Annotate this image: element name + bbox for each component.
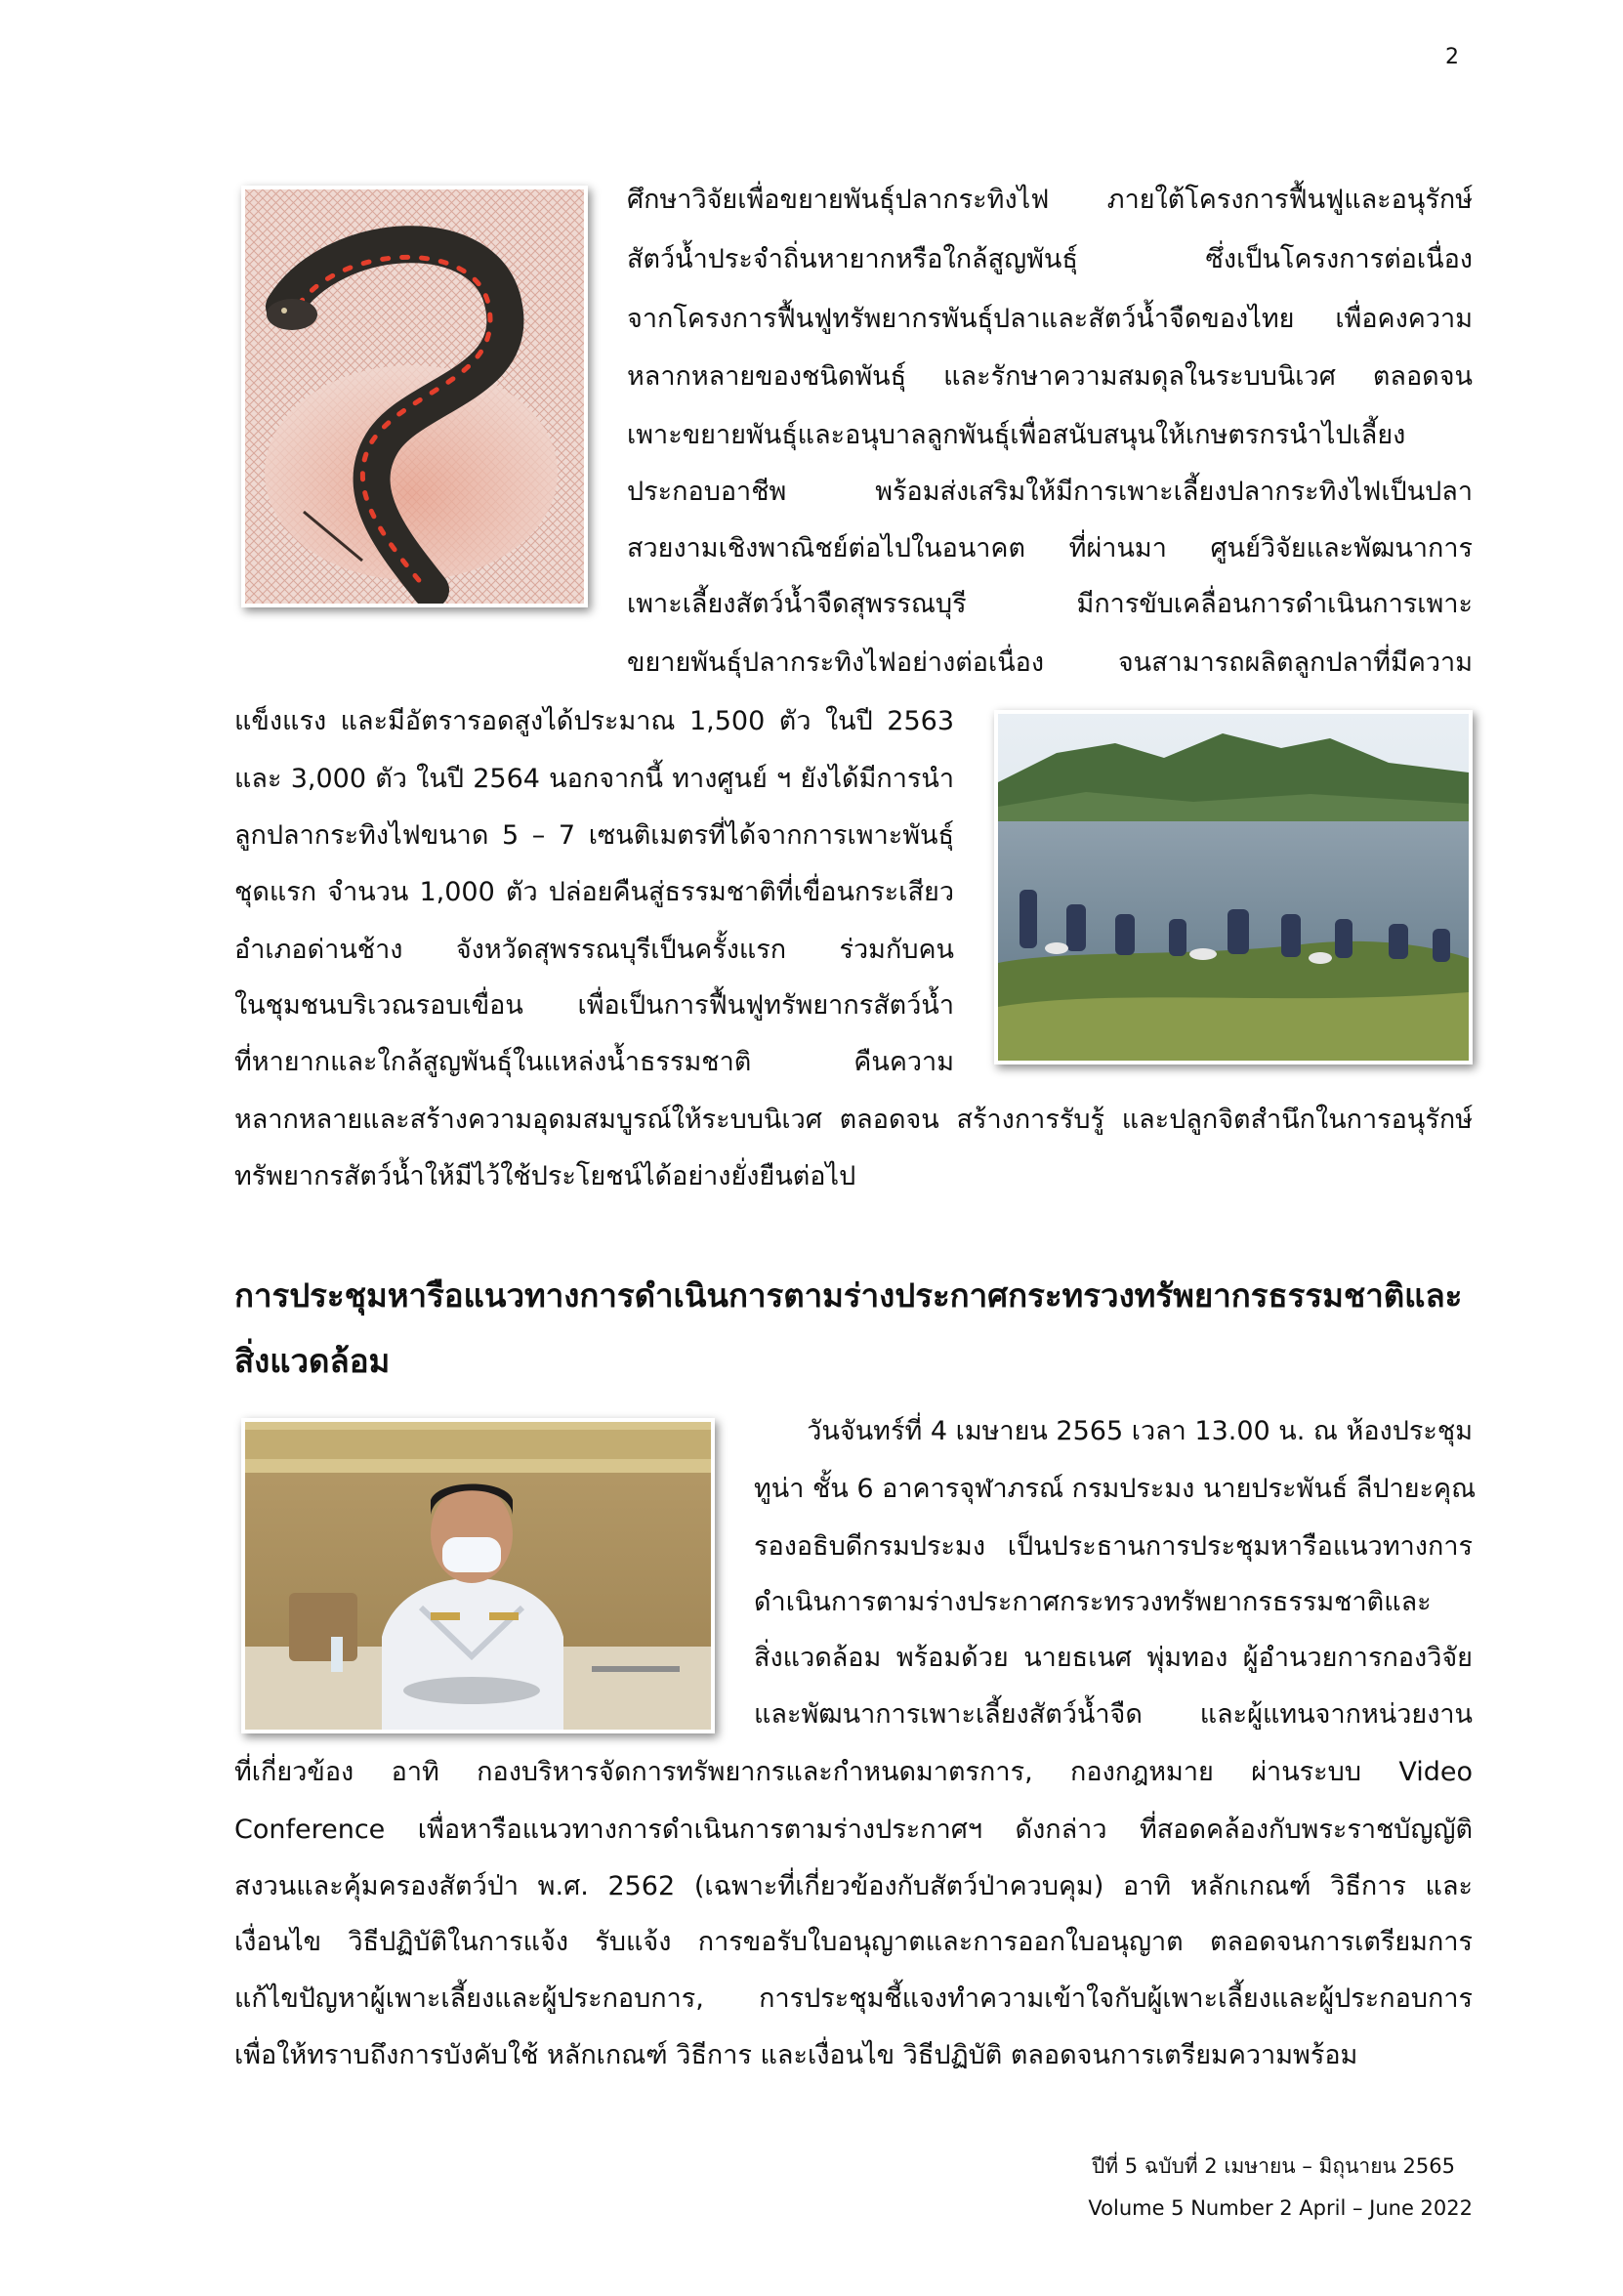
section1-line: ศึกษาวิจัยเพื่อขยายพันธุ์ปลากระทิงไฟ ภายใต้โครงการฟื้นฟูและอนุรักษ์ [627, 185, 1473, 215]
section1-line: ลูกปลากระทิงไฟขนาด 5 – 7 เซนติเมตรที่ได้จากการเพาะพันธุ์ [234, 820, 954, 851]
fire-eel-photo [241, 186, 588, 607]
fish-release-photo [994, 710, 1473, 1065]
page-number: 2 [1445, 45, 1459, 69]
section2-line: วันจันทร์ที่ 4 เมษายน 2565 เวลา 13.00 น. ณ ห้องประชุม [807, 1416, 1473, 1446]
section1-line: ขยายพันธุ์ปลากระทิงไฟอย่างต่อเนื่อง จนสามารถผลิตลูกปลาที่มีความ [627, 647, 1473, 678]
section1-line: เพาะเลี้ยงสัตว์น้ำจืดสุพรรณบุรี มีการขับเคลื่อนการดำเนินการเพาะ [627, 589, 1473, 619]
section1-line: แข็งแรง และมีอัตรารอดสูงได้ประมาณ 1,500 ตัว ในปี 2563 [234, 706, 954, 736]
section2-line: เพื่อให้ทราบถึงการบังคับใช้ หลักเกณฑ์ วิธีการ และเงื่อนไข วิธีปฏิบัติ ตลอดจนการเตรียมความพร้อม [234, 2040, 1358, 2070]
section1-line: สัตว์น้ำประจำถิ่นหายากหรือใกล้สูญพันธุ์ ซึ่งเป็นโครงการต่อเนื่อง [627, 244, 1473, 274]
meeting-photo [241, 1418, 715, 1733]
meeting-image [245, 1422, 711, 1730]
section2-line: เงื่อนไข วิธีปฏิบัติในการแจ้ง รับแจ้ง การขอรับใบอนุญาตและการออกใบอนุญาต ตลอดจนการเตรียมการ [234, 1927, 1473, 1957]
section2-line: และพัฒนาการเพาะเลี้ยงสัตว์น้ำจืด และผู้แทนจากหน่วยงาน [754, 1699, 1473, 1730]
footer-english-issue: Volume 5 Number 2 April – June 2022 [1088, 2196, 1473, 2220]
section1-line: สวยงามเชิงพาณิชย์ต่อไปในอนาคต ที่ผ่านมา ศูนย์วิจัยและพัฒนาการ [627, 533, 1473, 564]
section2-heading-line: สิ่งแวดล้อม [234, 1342, 391, 1380]
section1-line: ในชุมชนบริเวณรอบเขื่อน เพื่อเป็นการฟื้นฟูทรัพยากรสัตว์น้ำ [234, 990, 954, 1021]
section1-line: หลากหลายและสร้างความอุดมสมบูรณ์ให้ระบบนิเวศ ตลอดจน สร้างการรับรู้ และปลูกจิตสำนึกในการอนุรักษ์ [234, 1105, 1473, 1135]
section1-line: และ 3,000 ตัว ในปี 2564 นอกจากนี้ ทางศูนย์ ฯ ยังได้มีการนำ [234, 764, 954, 794]
section2-line: ดำเนินการตามร่างประกาศกระทรวงทรัพยากรธรรมชาติและ [754, 1587, 1432, 1617]
section1-line: อำเภอด่านช้าง จังหวัดสุพรรณบุรีเป็นครั้งแรก ร่วมกับคน [234, 935, 954, 965]
section2-line: สงวนและคุ้มครองสัตว์ป่า พ.ศ. 2562 (เฉพาะที่เกี่ยวข้องกับสัตว์ป่าควบคุม) อาทิ หลักเกณฑ์ วิธีการ และ [234, 1871, 1473, 1901]
footer-thai-issue: ปีที่ 5 ฉบับที่ 2 เมษายน – มิถุนายน 2565 [1091, 2154, 1455, 2178]
section2-line: แก้ไขปัญหาผู้เพาะเลี้ยงและผู้ประกอบการ, การประชุมชี้แจงทำความเข้าใจกับผู้เพาะเลี้ยงและผู้ประกอบการ [234, 1983, 1473, 2014]
section2-line: ทูน่า ชั้น 6 อาคารจุฬาภรณ์ กรมประมง นายประพันธ์ ลีปายะคุณ [754, 1474, 1477, 1504]
fish-release-image [998, 714, 1469, 1061]
section1-line: ชุดแรก จำนวน 1,000 ตัว ปล่อยคืนสู่ธรรมชาติที่เขื่อนกระเสียว [234, 877, 954, 907]
section2-line: Conference เพื่อหารือแนวทางการดำเนินการตามร่างประกาศฯ ดังกล่าว ที่สอดคล้องกับพระราชบัญญัติ [234, 1815, 1473, 1845]
section1-line: ทรัพยากรสัตว์น้ำให้มีไว้ใช้ประโยชน์ได้อย่างยั่งยืนต่อไป [234, 1161, 856, 1191]
section1-line: จากโครงการฟื้นฟูทรัพยากรพันธุ์ปลาและสัตว์น้ำจืดของไทย เพื่อคงความ [627, 304, 1473, 334]
section2-heading-line: การประชุมหารือแนวทางการดำเนินการตามร่างประกาศกระทรวงทรัพยากรธรรมชาติและ [234, 1276, 1463, 1315]
section2-line: ที่เกี่ยวข้อง อาทิ กองบริหารจัดการทรัพยากรและกำหนดมาตรการ, กองกฎหมาย ผ่านระบบ Video [234, 1757, 1473, 1787]
section2-line: สิ่งแวดล้อม พร้อมด้วย นายธเนศ พุ่มทอง ผู้อำนวยการกองวิจัย [754, 1643, 1473, 1673]
section2-line: รองอธิบดีกรมประมง เป็นประธานการประชุมหารือแนวทางการ [754, 1531, 1473, 1562]
fire-eel-image [245, 189, 584, 604]
section1-line: เพาะขยายพันธุ์และอนุบาลลูกพันธุ์เพื่อสนับสนุนให้เกษตรกรนำไปเลี้ยง [627, 420, 1406, 450]
section1-line: ประกอบอาชีพ พร้อมส่งเสริมให้มีการเพาะเลี้ยงปลากระทิงไฟเป็นปลา [627, 477, 1473, 507]
section1-line: หลากหลายของชนิดพันธุ์ และรักษาความสมดุลในระบบนิเวศ ตลอดจน [627, 361, 1473, 392]
section1-line: ที่หายากและใกล้สูญพันธุ์ในแหล่งน้ำธรรมชาติ คืนความ [234, 1047, 954, 1077]
